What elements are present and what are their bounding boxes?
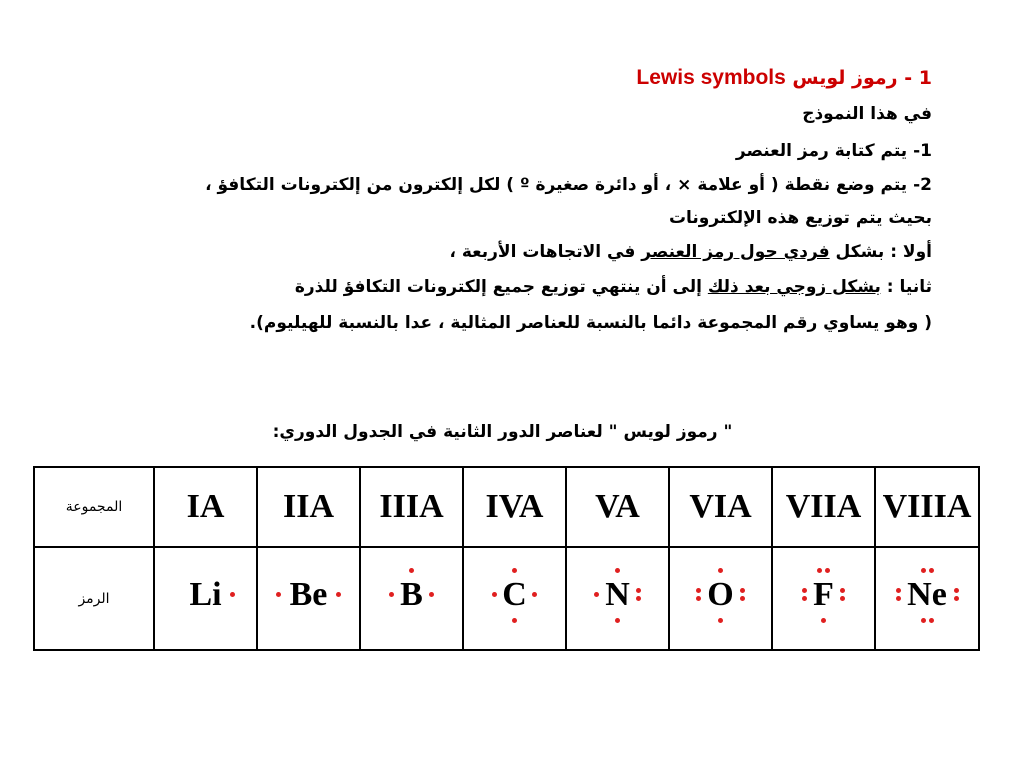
heading-english: Lewis symbols (636, 66, 786, 89)
electron-dot (929, 568, 934, 573)
distribution-text: بحيث يتم توزيع هذه الإلكترونات (668, 208, 932, 228)
second-rule-prefix: ثانيا : (880, 277, 932, 297)
electron-dot (636, 596, 641, 601)
element-symbol: F (813, 575, 834, 613)
electron-dot (817, 568, 822, 573)
electron-dot (512, 568, 517, 573)
group-cell: VIIA (772, 467, 875, 547)
symbol-cell (566, 547, 669, 650)
group-cell: IVA (463, 467, 566, 547)
heading-number: 1 - (904, 67, 932, 89)
lewis-structure (681, 562, 761, 632)
group-header-label: المجموعة (34, 467, 154, 547)
intro-line-2: في هذا النموذج (802, 104, 932, 124)
group-cell: VIA (669, 467, 772, 547)
table-title: " رموز لويس " لعناصر الدور الثانية في الجدول الدوري: (272, 422, 733, 442)
element-symbol: O (707, 575, 734, 613)
symbol-cell (463, 547, 566, 650)
lewis-structure (784, 562, 864, 632)
element-symbol: N (605, 575, 630, 613)
electron-dot (896, 596, 901, 601)
symbol-cell (875, 547, 979, 650)
symbol-cell (154, 547, 257, 650)
lewis-structure (887, 562, 967, 632)
lewis-structure (578, 562, 658, 632)
note-text: ( وهو يساوي رقم المجموعة دائما بالنسبة للعناصر المثالية ، عدا بالنسبة للهيليوم). (249, 313, 932, 333)
group-row (34, 467, 979, 547)
second-rule-suffix: إلى أن ينتهي توزيع جميع إلكترونات التكافؤ للذرة (294, 277, 708, 297)
heading (636, 66, 932, 90)
electron-dot (740, 596, 745, 601)
element-symbol: Be (289, 575, 328, 613)
symbol-row (34, 547, 979, 650)
symbol-cell (772, 547, 875, 650)
element-symbol: Ne (907, 575, 947, 613)
lewis-structure (372, 562, 452, 632)
electron-dot (429, 592, 434, 597)
electron-dot (840, 588, 845, 593)
step-2-text: 2- يتم وضع نقطة ( أو علامة × ، أو دائرة صغيرة º ) لكل إلكترون من إلكترونات التكافؤ ، (205, 175, 932, 195)
group-cell: IIIA (360, 467, 463, 547)
heading-arabic: رموز لويس (792, 67, 898, 89)
group-cell: VA (566, 467, 669, 547)
second-rule-emphasis: بشكل زوجي بعد ذلك (707, 277, 881, 297)
first-rule (449, 240, 932, 264)
step-1-text: 1- يتم كتابة رمز العنصر (735, 141, 932, 161)
lewis-table (33, 466, 980, 651)
electron-dot (532, 592, 537, 597)
first-rule-suffix: في الاتجاهات الأربعة ، (449, 242, 642, 262)
group-cell: IIA (257, 467, 360, 547)
electron-dot (636, 588, 641, 593)
group-cell: IA (154, 467, 257, 547)
electron-dot (896, 588, 901, 593)
electron-dot (929, 618, 934, 623)
electron-dot (230, 592, 235, 597)
electron-dot (336, 592, 341, 597)
first-rule-prefix: أولا : بشكل (829, 242, 932, 262)
electron-dot (594, 592, 599, 597)
electron-dot (696, 588, 701, 593)
electron-dot (718, 568, 723, 573)
lewis-structure (269, 562, 349, 632)
group-cell: VIIIA (875, 467, 979, 547)
electron-dot (615, 568, 620, 573)
electron-dot (740, 588, 745, 593)
electron-dot (954, 588, 959, 593)
element-symbol: C (502, 575, 527, 613)
second-rule (295, 275, 932, 299)
electron-dot (802, 588, 807, 593)
lewis-structure (166, 562, 246, 632)
electron-dot (802, 596, 807, 601)
electron-dot (389, 592, 394, 597)
symbol-cell (669, 547, 772, 650)
electron-dot (409, 568, 414, 573)
electron-dot (921, 618, 926, 623)
electron-dot (921, 568, 926, 573)
electron-dot (615, 618, 620, 623)
electron-dot (512, 618, 517, 623)
symbol-cell (360, 547, 463, 650)
electron-dot (696, 596, 701, 601)
electron-dot (718, 618, 723, 623)
electron-dot (276, 592, 281, 597)
element-symbol: Li (189, 575, 222, 613)
element-symbol: B (400, 575, 423, 613)
electron-dot (825, 568, 830, 573)
electron-dot (492, 592, 497, 597)
symbol-cell (257, 547, 360, 650)
first-rule-emphasis: فردي حول رمز العنصر (641, 242, 830, 262)
electron-dot (821, 618, 826, 623)
electron-dot (954, 596, 959, 601)
lewis-structure (475, 562, 555, 632)
symbol-header-label: الرمز (34, 547, 154, 650)
electron-dot (840, 596, 845, 601)
